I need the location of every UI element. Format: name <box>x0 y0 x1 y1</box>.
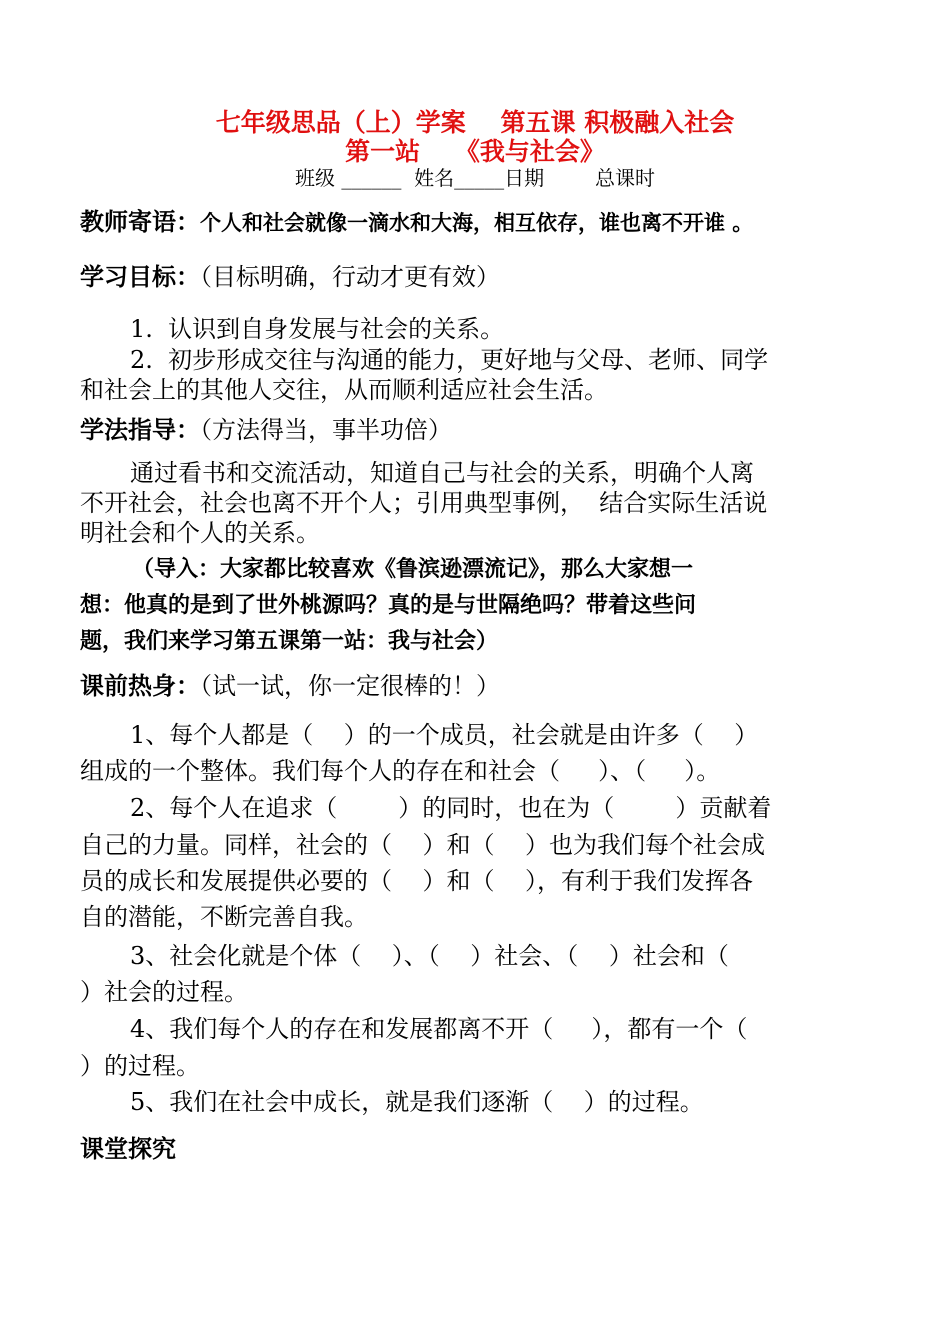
goal-item-2-line1: 2. 初步形成交往与沟通的能力，更好地与父母、老师、同学 <box>130 346 769 374</box>
question-2-line1: 2、每个人在追求（ ）的同时，也在为（ ）贡献着 <box>130 794 772 822</box>
intro-line-1: （导入：大家都比较喜欢《鲁滨逊漂流记》，那么大家想一 <box>132 556 694 582</box>
goals-label: 学习目标： <box>80 262 200 291</box>
question-1-line1: 1、每个人都是（ ）的一个成员，社会就是由许多（ ） <box>130 721 759 749</box>
question-3-line1: 3、社会化就是个体（ ）、（ ）社会、（ ）社会和（ <box>130 942 729 970</box>
method-line-2: 不开社会，社会也离不开个人；引用典型事例， 结合实际生活说 <box>80 489 768 517</box>
question-1-line2: 组成的一个整体。我们每个人的存在和社会（ ）、（ ）。 <box>80 757 721 785</box>
method-note: （方法得当，事半功倍） <box>200 416 452 444</box>
warmup-heading <box>80 669 500 703</box>
goal-item-2-line2: 和社会上的其他人交往，从而顺利适应社会生活。 <box>80 376 608 404</box>
method-line-1: 通过看书和交流活动，知道自己与社会的关系，明确个人离 <box>130 459 754 487</box>
method-label: 学法指导： <box>80 415 200 444</box>
warmup-label: 课前热身： <box>80 671 200 700</box>
question-5: 5、我们在社会中成长，就是我们逐渐（ ）的过程。 <box>130 1088 704 1116</box>
class-info-line: 班级 ______ 姓名_____日期 总课时 <box>295 166 655 190</box>
question-2-line2: 自己的力量。同样，社会的（ ）和（ ）也为我们每个社会成 <box>80 831 766 859</box>
goals-note: （目标明确，行动才更有效） <box>200 263 500 291</box>
teacher-words <box>80 205 753 240</box>
intro-line-2: 想：他真的是到了世外桃源吗？真的是与世隔绝吗？带着这些问 <box>80 592 697 618</box>
document-subtitle: 第一站 《我与社会》 <box>345 137 605 166</box>
warmup-note: （试一试，你一定很棒的！） <box>200 672 500 700</box>
question-2-line3: 员的成长和发展提供必要的（ ）和（ ），有利于我们发挥各 <box>80 867 754 895</box>
explore-heading: 课堂探究 <box>80 1134 176 1163</box>
question-4-line1: 4、我们每个人的存在和发展都离不开（ ），都有一个（ <box>130 1015 748 1043</box>
intro-line-3: 题，我们来学习第五课第一站：我与社会） <box>80 628 499 654</box>
teacher-words-label: 教师寄语： <box>80 207 200 236</box>
teacher-words-text: 个人和社会就像一滴水和大海，相互依存，谁也离不开谁 。 <box>200 210 754 235</box>
question-3-line2: ）社会的过程。 <box>80 978 248 1006</box>
question-4-line2: ）的过程。 <box>80 1052 200 1080</box>
goal-item-1: 1. 认识到自身发展与社会的关系。 <box>130 315 505 343</box>
method-heading <box>80 413 452 447</box>
goals-heading <box>80 260 500 294</box>
question-2-line4: 自的潜能，不断完善自我。 <box>80 903 368 931</box>
method-line-3: 明社会和个人的关系。 <box>80 519 320 547</box>
document-title: 七年级思品（上）学案 第五课 积极融入社会 <box>215 108 735 137</box>
